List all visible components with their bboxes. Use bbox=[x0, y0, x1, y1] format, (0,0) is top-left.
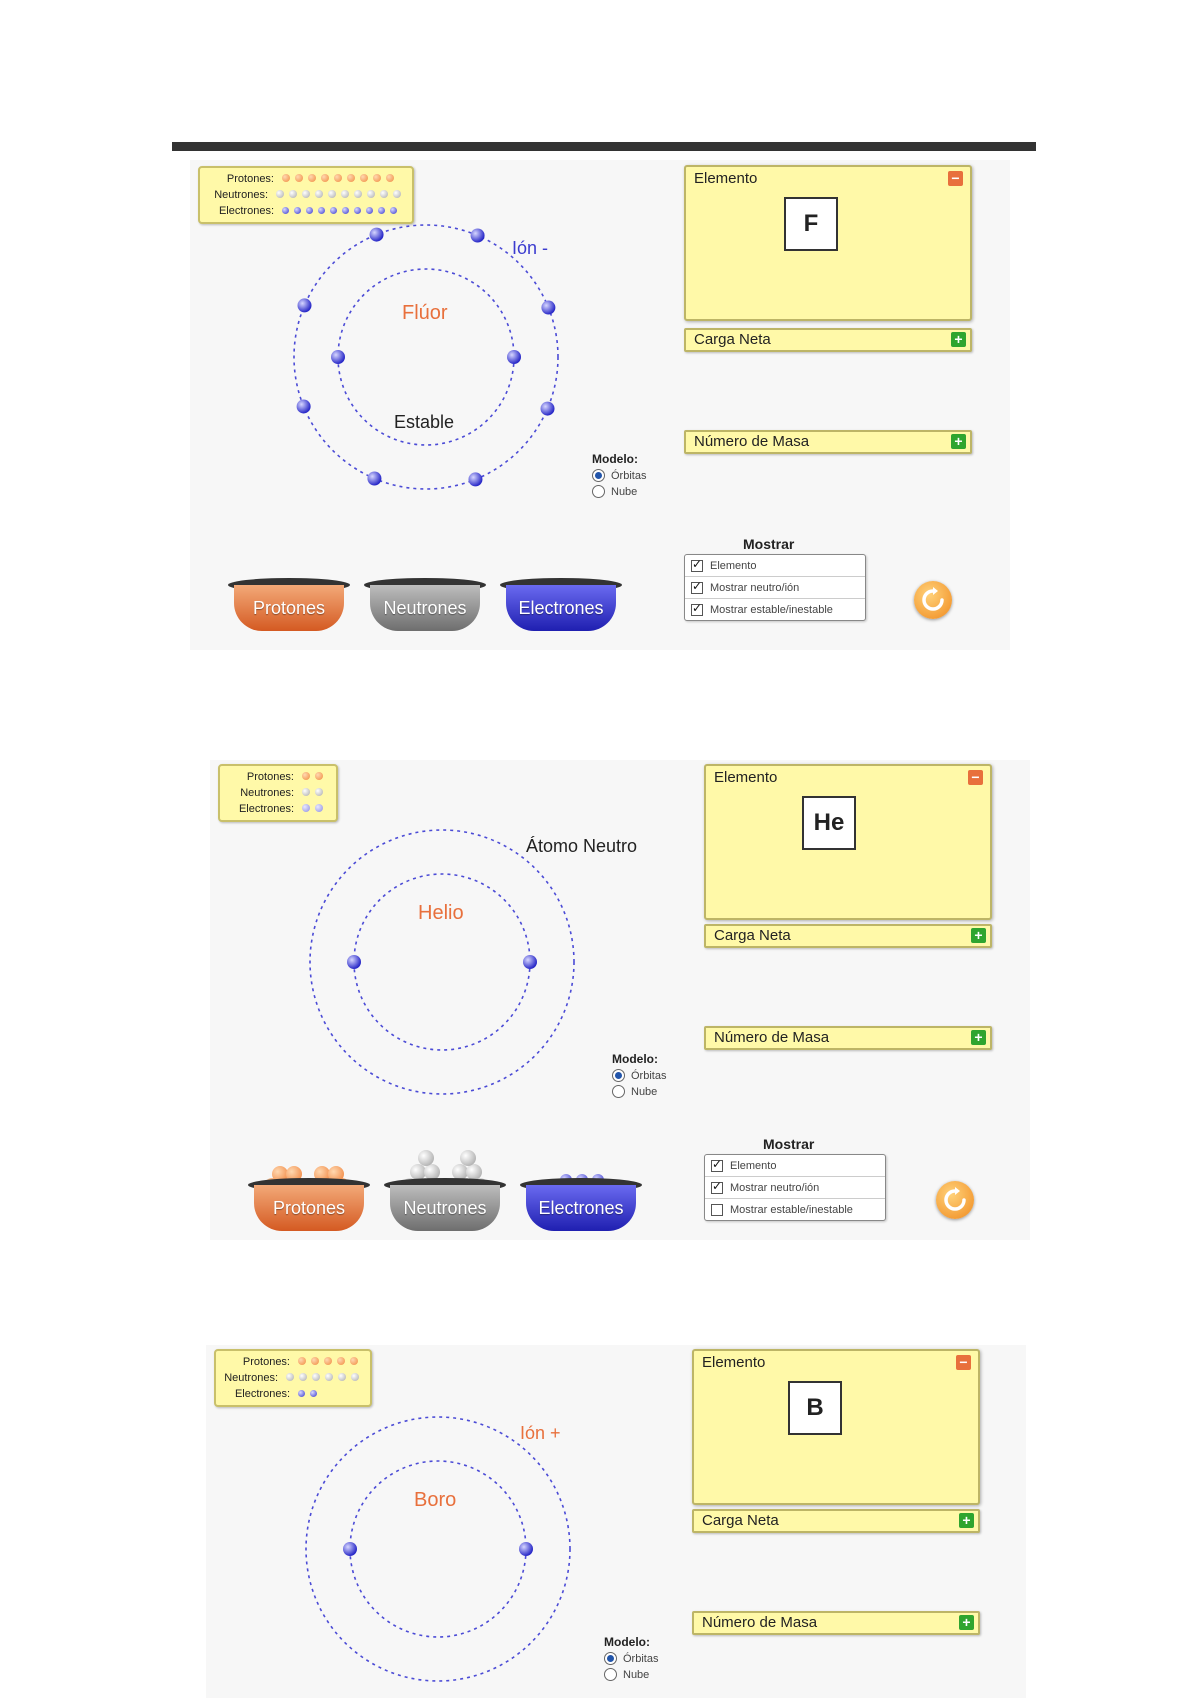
carga-neta-bar[interactable] bbox=[684, 328, 972, 352]
periodic-table-grid[interactable] bbox=[712, 808, 984, 916]
numero-masa-bar[interactable] bbox=[704, 1026, 992, 1050]
radio-icon[interactable] bbox=[604, 1652, 617, 1665]
checkbox-icon[interactable] bbox=[711, 1160, 723, 1172]
collapse-minus-icon[interactable]: − bbox=[948, 171, 963, 186]
expand-plus-icon[interactable]: + bbox=[959, 1615, 974, 1630]
radio-label: Nube bbox=[611, 485, 638, 498]
electron[interactable] bbox=[468, 472, 482, 486]
electron[interactable] bbox=[367, 472, 381, 486]
bucket-label: Protones bbox=[234, 585, 344, 631]
modelo-title: Modelo: bbox=[592, 452, 638, 466]
element-title: Elemento bbox=[694, 170, 758, 187]
electron-shell-inner bbox=[331, 350, 521, 364]
radio-icon[interactable] bbox=[592, 469, 605, 482]
mostrar-neutro-ion[interactable] bbox=[705, 1177, 885, 1199]
electron[interactable] bbox=[347, 955, 361, 969]
ion-label: Átomo Neutro bbox=[526, 836, 638, 856]
modelo-title: Modelo: bbox=[612, 1052, 658, 1066]
radio-label: Nube bbox=[631, 1085, 658, 1098]
legend-label: Neutrones: bbox=[224, 1372, 278, 1384]
bucket-label: Neutrones bbox=[390, 1185, 500, 1231]
mostrar-title: Mostrar bbox=[763, 1136, 815, 1152]
expand-plus-icon[interactable]: + bbox=[951, 332, 966, 347]
stability-label: Estable bbox=[394, 412, 455, 432]
bucket-label: Protones bbox=[254, 1185, 364, 1231]
radio-icon[interactable] bbox=[604, 1668, 617, 1681]
element-panel bbox=[692, 1349, 980, 1505]
reset-icon[interactable] bbox=[942, 1187, 968, 1213]
legend-label: Neutrones: bbox=[214, 189, 268, 201]
electron[interactable] bbox=[541, 301, 555, 315]
ion-label: Ión + bbox=[520, 1423, 561, 1443]
radio-orbitas[interactable] bbox=[604, 1652, 658, 1665]
expand-plus-icon[interactable]: + bbox=[951, 434, 966, 449]
electron-shell-inner bbox=[343, 1542, 533, 1556]
radio-nube[interactable] bbox=[592, 485, 646, 498]
protones-bucket[interactable] bbox=[228, 578, 350, 634]
mostrar-options bbox=[704, 1154, 886, 1221]
numero-masa-label: Número de Masa bbox=[694, 433, 810, 450]
radio-label: Órbitas bbox=[623, 1652, 659, 1665]
checkbox-icon[interactable] bbox=[691, 560, 703, 572]
bucket-label: Neutrones bbox=[370, 585, 480, 631]
electron[interactable] bbox=[331, 350, 345, 364]
checkbox-icon[interactable] bbox=[711, 1204, 723, 1216]
bucket-label: Electrones bbox=[506, 585, 616, 631]
element-panel bbox=[684, 165, 972, 321]
mostrar-options bbox=[684, 554, 866, 621]
mostrar-elemento[interactable] bbox=[705, 1155, 885, 1177]
radio-nube[interactable] bbox=[604, 1668, 658, 1681]
legend-label: Neutrones: bbox=[240, 787, 294, 799]
radio-orbitas[interactable] bbox=[592, 469, 646, 482]
legend-label: Electrones: bbox=[218, 205, 274, 217]
collapse-minus-icon[interactable]: − bbox=[968, 770, 983, 785]
numero-masa-bar[interactable] bbox=[692, 1611, 980, 1635]
inner-orbit bbox=[354, 874, 530, 1050]
periodic-table-grid[interactable] bbox=[700, 1393, 972, 1501]
legend-label: Protones: bbox=[226, 173, 274, 185]
expand-plus-icon[interactable]: + bbox=[959, 1513, 974, 1528]
atom-name: Helio bbox=[418, 902, 464, 924]
element-title: Elemento bbox=[714, 769, 778, 786]
neutrones-bucket[interactable] bbox=[384, 1178, 506, 1234]
legend-label: Protones: bbox=[242, 1356, 290, 1368]
mostrar-estable-inestable[interactable] bbox=[685, 599, 865, 620]
numero-masa-label: Número de Masa bbox=[714, 1029, 830, 1046]
electron[interactable] bbox=[507, 350, 521, 364]
electron[interactable] bbox=[541, 402, 555, 416]
carga-neta-label: Carga Neta bbox=[714, 927, 791, 944]
element-symbol: He bbox=[802, 796, 856, 850]
modelo-group bbox=[604, 1635, 658, 1684]
atom-name: Boro bbox=[414, 1489, 457, 1511]
electron-shell-inner bbox=[347, 955, 537, 969]
checkbox-label: Mostrar neutro/ión bbox=[710, 581, 800, 594]
mostrar-title: Mostrar bbox=[743, 536, 795, 552]
radio-icon[interactable] bbox=[592, 485, 605, 498]
mostrar-estable-inestable[interactable] bbox=[705, 1199, 885, 1220]
periodic-table-grid[interactable] bbox=[692, 209, 964, 317]
electron[interactable] bbox=[523, 955, 537, 969]
checkbox-label: Mostrar estable/inestable bbox=[710, 603, 833, 616]
electrones-bucket[interactable] bbox=[500, 578, 622, 634]
sim-panel-fluor bbox=[190, 160, 1010, 650]
element-panel bbox=[704, 764, 992, 920]
electrones-bucket[interactable] bbox=[520, 1178, 642, 1234]
reset-button[interactable] bbox=[936, 1181, 974, 1219]
carga-neta-label: Carga Neta bbox=[694, 331, 771, 348]
ion-label: Ión - bbox=[512, 238, 549, 258]
carga-neta-bar[interactable] bbox=[692, 1509, 980, 1533]
electron[interactable] bbox=[370, 228, 384, 242]
radio-label: Órbitas bbox=[611, 469, 647, 482]
radio-orbitas[interactable] bbox=[612, 1069, 666, 1082]
legend-label: Electrones: bbox=[238, 803, 294, 815]
radio-icon[interactable] bbox=[612, 1085, 625, 1098]
checkbox-label: Mostrar estable/inestable bbox=[730, 1203, 853, 1216]
sim-panel-boro bbox=[206, 1345, 1026, 1698]
carga-neta-label: Carga Neta bbox=[702, 1512, 779, 1529]
modelo-group bbox=[592, 452, 646, 501]
carga-neta-bar[interactable] bbox=[704, 924, 992, 948]
top-separator-bar bbox=[172, 142, 1036, 151]
radio-label: Nube bbox=[623, 1668, 650, 1681]
reset-button[interactable] bbox=[914, 581, 952, 619]
electron[interactable] bbox=[471, 228, 485, 242]
mostrar-elemento[interactable] bbox=[685, 555, 865, 577]
numero-masa-bar[interactable] bbox=[684, 430, 972, 454]
checkbox-icon[interactable] bbox=[691, 604, 703, 616]
neutrones-bucket[interactable] bbox=[364, 578, 486, 634]
checkbox-icon[interactable] bbox=[691, 582, 703, 594]
electron[interactable] bbox=[297, 298, 311, 312]
modelo-group bbox=[612, 1052, 666, 1101]
radio-nube[interactable] bbox=[612, 1085, 666, 1098]
collapse-minus-icon[interactable]: − bbox=[956, 1355, 971, 1370]
expand-plus-icon[interactable]: + bbox=[971, 928, 986, 943]
element-symbol: F bbox=[784, 197, 838, 251]
bucket-label: Electrones bbox=[526, 1185, 636, 1231]
legend-label: Electrones: bbox=[234, 1388, 290, 1400]
sim-panel-helio bbox=[210, 760, 1030, 1240]
atom-name: Flúor bbox=[402, 302, 448, 324]
checkbox-icon[interactable] bbox=[711, 1182, 723, 1194]
mostrar-neutro-ion[interactable] bbox=[685, 577, 865, 599]
electron[interactable] bbox=[297, 399, 311, 413]
modelo-title: Modelo: bbox=[604, 1635, 650, 1649]
electron[interactable] bbox=[343, 1542, 357, 1556]
numero-masa-label: Número de Masa bbox=[702, 1614, 818, 1631]
checkbox-label: Mostrar neutro/ión bbox=[730, 1181, 820, 1194]
reset-icon[interactable] bbox=[920, 587, 946, 613]
radio-icon[interactable] bbox=[612, 1069, 625, 1082]
radio-label: Órbitas bbox=[631, 1069, 667, 1082]
checkbox-label: Elemento bbox=[730, 1159, 777, 1172]
protones-bucket[interactable] bbox=[248, 1178, 370, 1234]
inner-orbit bbox=[350, 1461, 526, 1637]
legend-label: Protones: bbox=[246, 771, 294, 783]
electron[interactable] bbox=[519, 1542, 533, 1556]
element-title: Elemento bbox=[702, 1354, 766, 1371]
checkbox-label: Elemento bbox=[710, 559, 757, 572]
expand-plus-icon[interactable]: + bbox=[971, 1030, 986, 1045]
element-symbol: B bbox=[788, 1381, 842, 1435]
